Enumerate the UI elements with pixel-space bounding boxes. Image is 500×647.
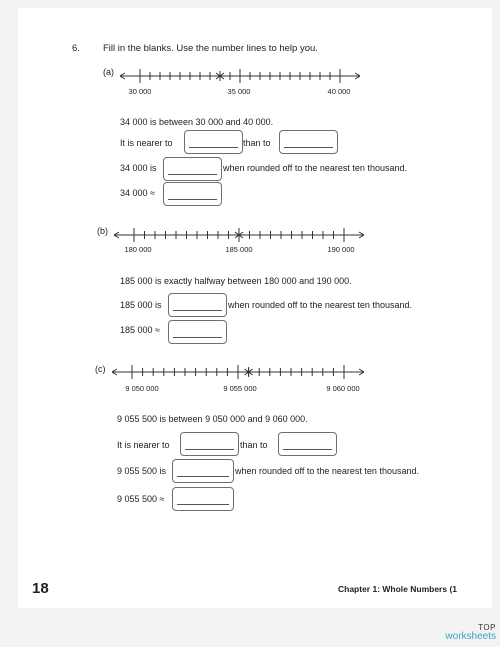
number-line-b-end-label: 190 000 — [327, 245, 355, 254]
part-a-between-text: 34 000 is between 30 000 and 40 000. — [120, 117, 274, 127]
number-line-c-mid-label: 9 055 000 — [223, 384, 257, 393]
number-line-a-mid-label: 35 000 — [227, 87, 251, 96]
part-a-rounded-text: 34 000 is — [120, 163, 157, 173]
part-a-than-text: than to — [243, 138, 271, 148]
part-b-halfway-text: 185 000 is exactly halfway between 180 000 and 190 000. — [120, 276, 352, 286]
part-c-approx-text: 9 055 500 ≈ — [117, 494, 165, 504]
brand-logo[interactable] — [445, 623, 496, 641]
part-b-label: (b) — [97, 226, 108, 236]
number-line-c — [112, 362, 364, 382]
part-b-approx-answer-box[interactable] — [168, 320, 227, 344]
part-a-label: (a) — [103, 67, 114, 77]
chapter-title: Chapter 1: Whole Numbers (1 — [338, 584, 458, 594]
number-line-a-end-label: 40 000 — [327, 87, 351, 96]
number-line-a-start-label: 30 000 — [128, 87, 152, 96]
part-a-nearer-text: It is nearer to — [120, 138, 173, 148]
part-c-than-text: than to — [240, 440, 268, 450]
part-c-nearer-answer-box[interactable] — [180, 432, 239, 456]
number-line-c-end-label: 9 060 000 — [326, 384, 360, 393]
part-a-rounded-suffix: when rounded off to the nearest ten thousand. — [223, 163, 407, 173]
part-c-rounded-answer-box[interactable] — [172, 459, 234, 483]
part-a-rounded-answer-box[interactable] — [163, 157, 222, 181]
brand-line1: TOP — [478, 623, 496, 632]
part-a-approx-answer-box[interactable] — [163, 182, 222, 206]
number-line-b-mid-label: 185 000 — [225, 245, 253, 254]
part-c-than-answer-box[interactable] — [278, 432, 337, 456]
part-a-nearer-answer-box[interactable] — [184, 130, 243, 154]
part-c-rounded-suffix: when rounded off to the nearest ten thousand. — [235, 466, 419, 476]
part-c-between-text: 9 055 500 is between 9 050 000 and 9 060 000. — [117, 414, 308, 424]
part-b-rounded-suffix: when rounded off to the nearest ten thousand. — [228, 300, 412, 310]
part-b-rounded-text: 185 000 is — [120, 300, 162, 310]
brand-line2: worksheets — [445, 631, 496, 642]
part-c-label: (c) — [95, 364, 106, 374]
number-line-b-start-label: 180 000 — [124, 245, 152, 254]
page-number: 18 — [32, 580, 49, 597]
part-a-approx-text: 34 000 ≈ — [120, 188, 155, 198]
part-c-rounded-text: 9 055 500 is — [117, 466, 167, 476]
number-line-b — [114, 225, 364, 245]
question-instruction: Fill in the blanks. Use the number lines to help you. — [103, 43, 318, 54]
part-b-rounded-answer-box[interactable] — [168, 293, 227, 317]
part-a-than-answer-box[interactable] — [279, 130, 338, 154]
part-b-approx-text: 185 000 ≈ — [120, 325, 160, 335]
question-number: 6. — [72, 43, 80, 54]
number-line-a — [120, 66, 360, 86]
part-c-nearer-text: It is nearer to — [117, 440, 170, 450]
number-line-c-start-label: 9 050 000 — [125, 384, 159, 393]
part-c-approx-answer-box[interactable] — [172, 487, 234, 511]
